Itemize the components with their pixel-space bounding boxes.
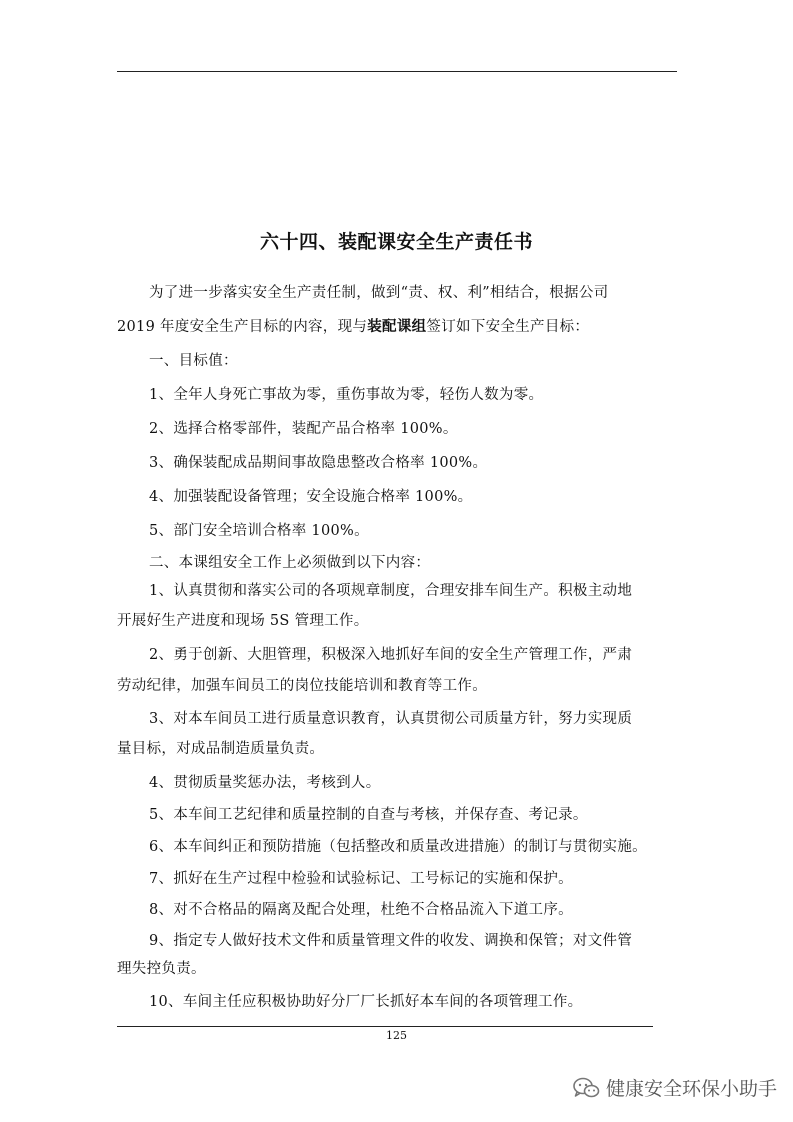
duty-item: 10、车间主任应积极协助好分厂厂长抓好本车间的各项管理工作。 (149, 994, 583, 1010)
section-heading: 二、本课组安全工作上必须做到以下内容： (149, 555, 431, 571)
duty-item-continuation: 劳动纪律，加强车间员工的岗位技能培训和教育等工作。 (117, 678, 487, 694)
duty-item-continuation: 开展好生产进度和现场 5S 管理工作。 (117, 613, 369, 629)
target-item: 4、加强装配设备管理；安全设施合格率 100%。 (149, 489, 473, 505)
duty-item: 3、对本车间员工进行质量意识教育，认真贯彻公司质量方针，努力实现质 (149, 711, 633, 727)
section-heading: 一、目标值： (149, 353, 238, 369)
document-title: 六十四、装配课安全生产责任书 (259, 231, 533, 253)
duty-item-continuation: 量目标，对成品制造质量负责。 (117, 741, 325, 757)
duty-item: 9、指定专人做好技术文件和质量管理文件的收发、调换和保管；对文件管 (149, 933, 633, 949)
duty-item-continuation: 理失控负责。 (117, 961, 206, 977)
footer-rule (117, 1026, 653, 1027)
intro-line (117, 317, 589, 337)
intro-text: 签订如下安全生产目标： (426, 319, 590, 335)
duty-item: 8、对不合格品的隔离及配合处理，杜绝不合格品流入下道工序。 (149, 902, 573, 918)
duty-item: 6、本车间纠正和预防措施（包括整改和质量改进措施）的制订与贯彻实施。 (149, 839, 647, 855)
duty-item: 4、贯彻质量奖惩办法，考核到人。 (149, 775, 381, 791)
duty-item: 2、勇于创新、大胆管理，积极深入地抓好车间的安全生产管理工作，严肃 (149, 647, 633, 663)
watermark (572, 1074, 777, 1101)
duty-item: 1、认真贯彻和落实公司的各项规章制度，合理安排车间生产。积极主动地 (149, 583, 633, 599)
target-item: 2、选择合格零部件，装配产品合格率 100%。 (149, 421, 458, 437)
wechat-icon (572, 1076, 600, 1100)
intro-text: 2019 年度安全生产目标的内容，现与 (117, 319, 368, 335)
duty-item: 5、本车间工艺纪律和质量控制的自查与考核，并保存查、考记录。 (149, 807, 588, 823)
target-item: 5、部门安全培训合格率 100%。 (149, 523, 369, 539)
intro-line: 为了进一步落实安全生产责任制，做到“责、权、利”相结合，根据公司 (149, 285, 609, 301)
duty-item: 7、抓好在生产过程中检验和试验标记、工号标记的实施和保护。 (149, 871, 573, 887)
page-number: 125 (386, 1029, 407, 1042)
intro-party-name: 装配课组 (367, 318, 427, 335)
target-item: 1、全年人身死亡事故为零，重伤事故为零，轻伤人数为零。 (149, 387, 544, 403)
target-item: 3、确保装配成品期间事故隐患整改合格率 100%。 (149, 455, 488, 471)
watermark-text: 健康安全环保小助手 (605, 1078, 777, 1100)
header-rule (117, 71, 677, 72)
